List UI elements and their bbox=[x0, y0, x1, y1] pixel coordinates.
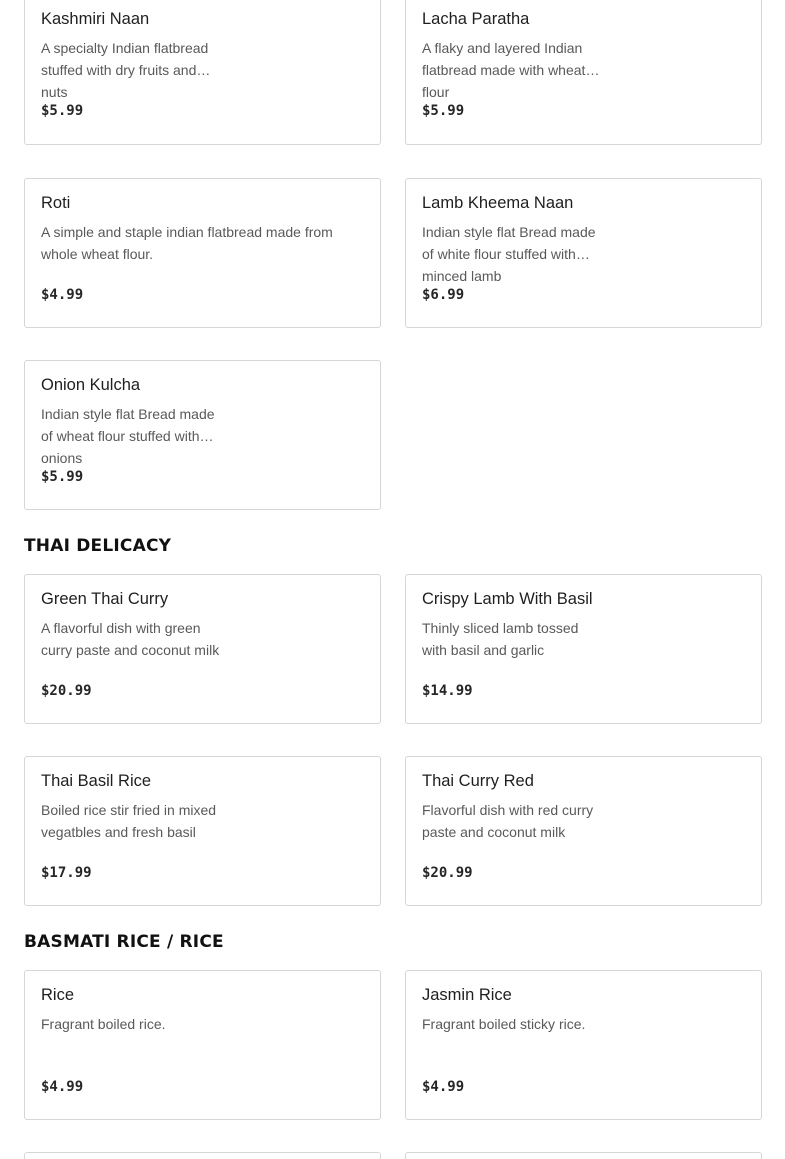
section-title-thai: THAI DELICACY bbox=[24, 536, 172, 556]
item-name: Lamb Kheema Naan bbox=[422, 194, 574, 212]
item-price: $17.99 bbox=[41, 865, 92, 881]
item-price: $5.99 bbox=[41, 103, 84, 119]
item-price: $5.99 bbox=[41, 469, 84, 485]
item-price: $14.99 bbox=[422, 683, 473, 699]
item-name: Thai Curry Red bbox=[422, 772, 534, 790]
menu-item-card[interactable] bbox=[405, 970, 762, 1120]
item-name: Lacha Paratha bbox=[422, 10, 530, 28]
item-name: Green Thai Curry bbox=[41, 590, 169, 608]
item-name: Onion Kulcha bbox=[41, 376, 141, 394]
menu-item-card[interactable] bbox=[24, 1152, 381, 1159]
menu-item-card[interactable] bbox=[405, 0, 762, 145]
section-title-rice: BASMATI RICE / RICE bbox=[24, 932, 224, 952]
menu-item-card[interactable] bbox=[405, 1152, 762, 1159]
menu-item-card[interactable] bbox=[405, 178, 762, 328]
item-name: Crispy Lamb With Basil bbox=[422, 590, 593, 608]
item-description: A specialty Indian flatbread stuffed with dry fruits and nuts bbox=[41, 40, 209, 100]
item-description: Fragrant boiled rice. bbox=[41, 1016, 166, 1032]
menu-item-card[interactable] bbox=[24, 970, 381, 1120]
item-name: Thai Basil Rice bbox=[41, 772, 152, 790]
menu-item-card[interactable] bbox=[24, 178, 381, 328]
menu-item-card[interactable] bbox=[24, 756, 381, 906]
menu-item-card[interactable] bbox=[24, 360, 381, 510]
item-price: $5.99 bbox=[422, 103, 465, 119]
item-description: A flaky and layered Indian flatbread made with wheat flour bbox=[422, 40, 586, 100]
menu-item-card[interactable] bbox=[24, 574, 381, 724]
item-name: Kashmiri Naan bbox=[41, 10, 150, 28]
menu-item-card[interactable] bbox=[405, 574, 762, 724]
item-description: Boiled rice stir fried in mixed vegatbles and fresh basil bbox=[41, 802, 217, 840]
item-price: $4.99 bbox=[41, 1079, 84, 1095]
item-description: A flavorful dish with green curry paste and coconut milk bbox=[41, 620, 220, 658]
item-description: Fragrant boiled sticky rice. bbox=[422, 1016, 586, 1032]
item-price: $4.99 bbox=[41, 287, 84, 303]
menu-item-card[interactable] bbox=[405, 756, 762, 906]
item-description: Indian style flat Bread made of wheat flour stuffed with onions bbox=[41, 406, 215, 466]
item-price: $6.99 bbox=[422, 287, 465, 303]
item-price: $20.99 bbox=[41, 683, 92, 699]
item-price: $4.99 bbox=[422, 1079, 465, 1095]
item-name: Jasmin Rice bbox=[422, 986, 512, 1004]
menu-item-card[interactable] bbox=[24, 0, 381, 145]
item-description: A simple and staple indian flatbread made from whole wheat flour. bbox=[41, 224, 333, 262]
item-price: $20.99 bbox=[422, 865, 473, 881]
item-name: Rice bbox=[41, 986, 75, 1004]
item-description: Flavorful dish with red curry paste and coconut milk bbox=[422, 802, 594, 840]
item-description: Thinly sliced lamb tossed with basil and garlic bbox=[422, 620, 579, 658]
item-description: Indian style flat Bread made of white flour stuffed with minced lamb bbox=[422, 224, 596, 284]
item-name: Roti bbox=[41, 194, 71, 212]
